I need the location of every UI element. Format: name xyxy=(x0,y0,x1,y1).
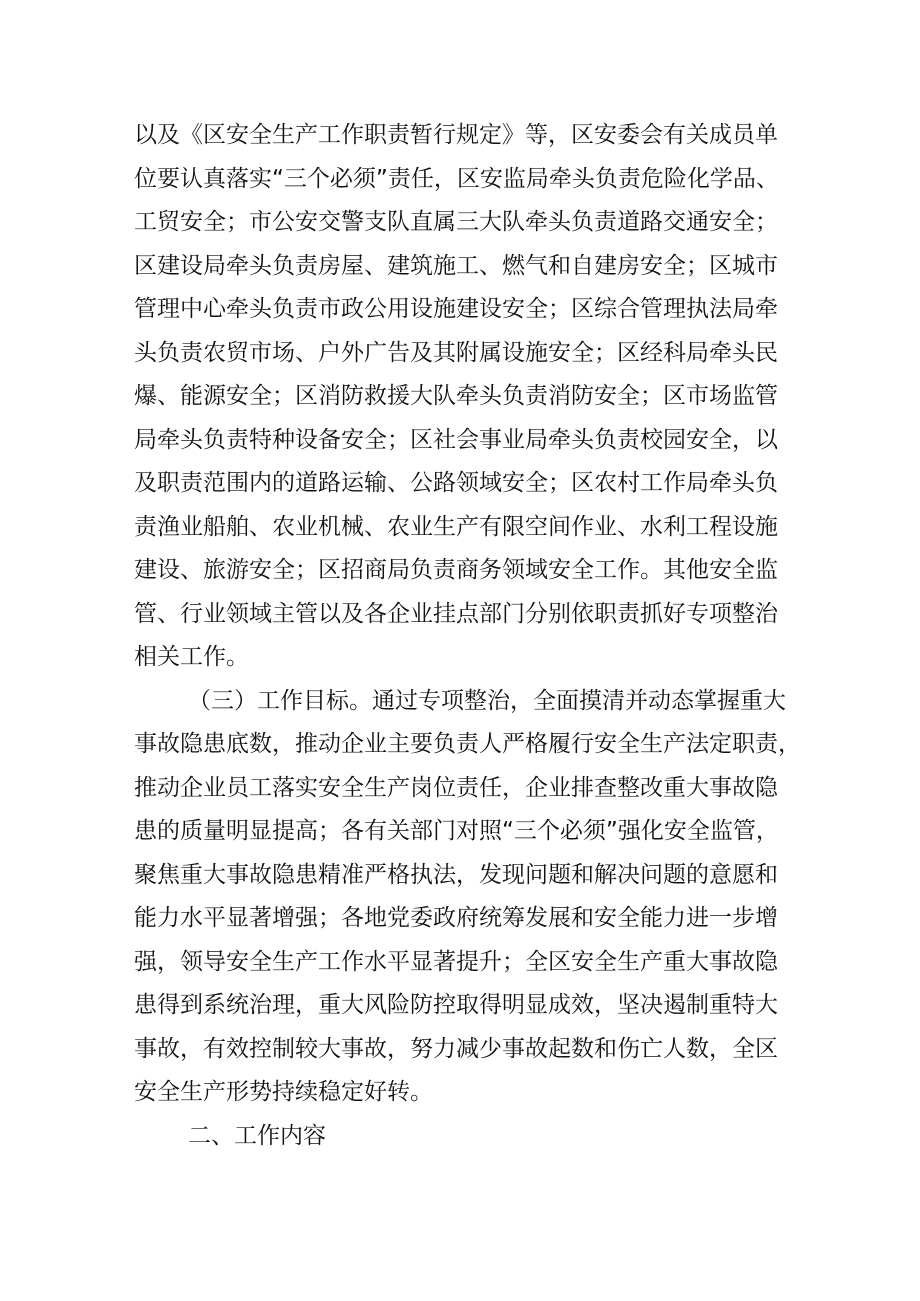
text-line: 患得到系统治理，重大风险防控取得明显成效，坚决遏制重特大 xyxy=(134,992,778,1018)
text-line: 相关工作。 xyxy=(134,644,249,670)
text-line: 安全生产形势持续稳定好转。 xyxy=(134,1079,433,1105)
paragraph-responsibilities xyxy=(134,114,804,680)
document-body xyxy=(134,114,804,1158)
text-line: 事故隐患底数，推动企业主要负责人严格履行安全生产法定职责， xyxy=(134,731,801,757)
text-line: 患的质量明显提高；各有关部门对照“三个必须”强化安全监管， xyxy=(134,818,779,844)
text-line: 爆、能源安全；区消防救援大队牵头负责消防安全；区市场监管 xyxy=(134,383,778,409)
text-line: 工贸安全；市公安交警支队直属三大队牵头负责道路交通安全； xyxy=(134,209,778,235)
text-line: 事故，有效控制较大事故，努力减少事故起数和伤亡人数，全区 xyxy=(134,1035,778,1062)
text-line: 强，领导安全生产工作水平显著提升；全区安全生产重大事故隐 xyxy=(134,948,778,975)
text-line: （三）工作目标。通过专项整治，全面摸清并动态掌握重大 xyxy=(188,687,786,714)
text-line: 管、行业领域主管以及各企业挂点部门分别依职责抓好专项整治 xyxy=(134,600,778,627)
text-line: 聚焦重大事故隐患精准严格执法，发现问题和解决问题的意愿和 xyxy=(134,861,778,888)
text-line: 管理中心牵头负责市政公用设施建设安全；区综合管理执法局牵 xyxy=(134,296,778,322)
text-line: 责渔业船舶、农业机械、农业生产有限空间作业、水利工程设施 xyxy=(134,513,778,540)
text-line: 局牵头负责特种设备安全；区社会事业局牵头负责校园安全，以 xyxy=(134,426,778,453)
text-line: 以及《区安全生产工作职责暂行规定》等，区安委会有关成员单 xyxy=(134,122,778,148)
text-line: 建设、旅游安全；区招商局负责商务领域安全工作。其他安全监 xyxy=(134,557,778,583)
text-line: 推动企业员工落实安全生产岗位责任，企业排查整改重大事故隐 xyxy=(134,774,778,801)
text-line: 区建设局牵头负责房屋、建筑施工、燃气和自建房安全；区城市 xyxy=(134,252,778,279)
text-line: 及职责范围内的道路运输、公路领域安全；区农村工作局牵头负 xyxy=(134,470,778,496)
paragraph-work-goals xyxy=(134,680,804,1115)
text-line: 头负责农贸市场、户外广告及其附属设施安全；区经科局牵头民 xyxy=(134,339,778,366)
text-line: 位要认真落实“三个必须”责任，区安监局牵头负责危险化学品、 xyxy=(134,165,779,192)
text-line: 能力水平显著增强；各地党委政府统筹发展和安全能力进一步增 xyxy=(134,905,778,931)
section-heading: 二、工作内容 xyxy=(188,1122,326,1149)
